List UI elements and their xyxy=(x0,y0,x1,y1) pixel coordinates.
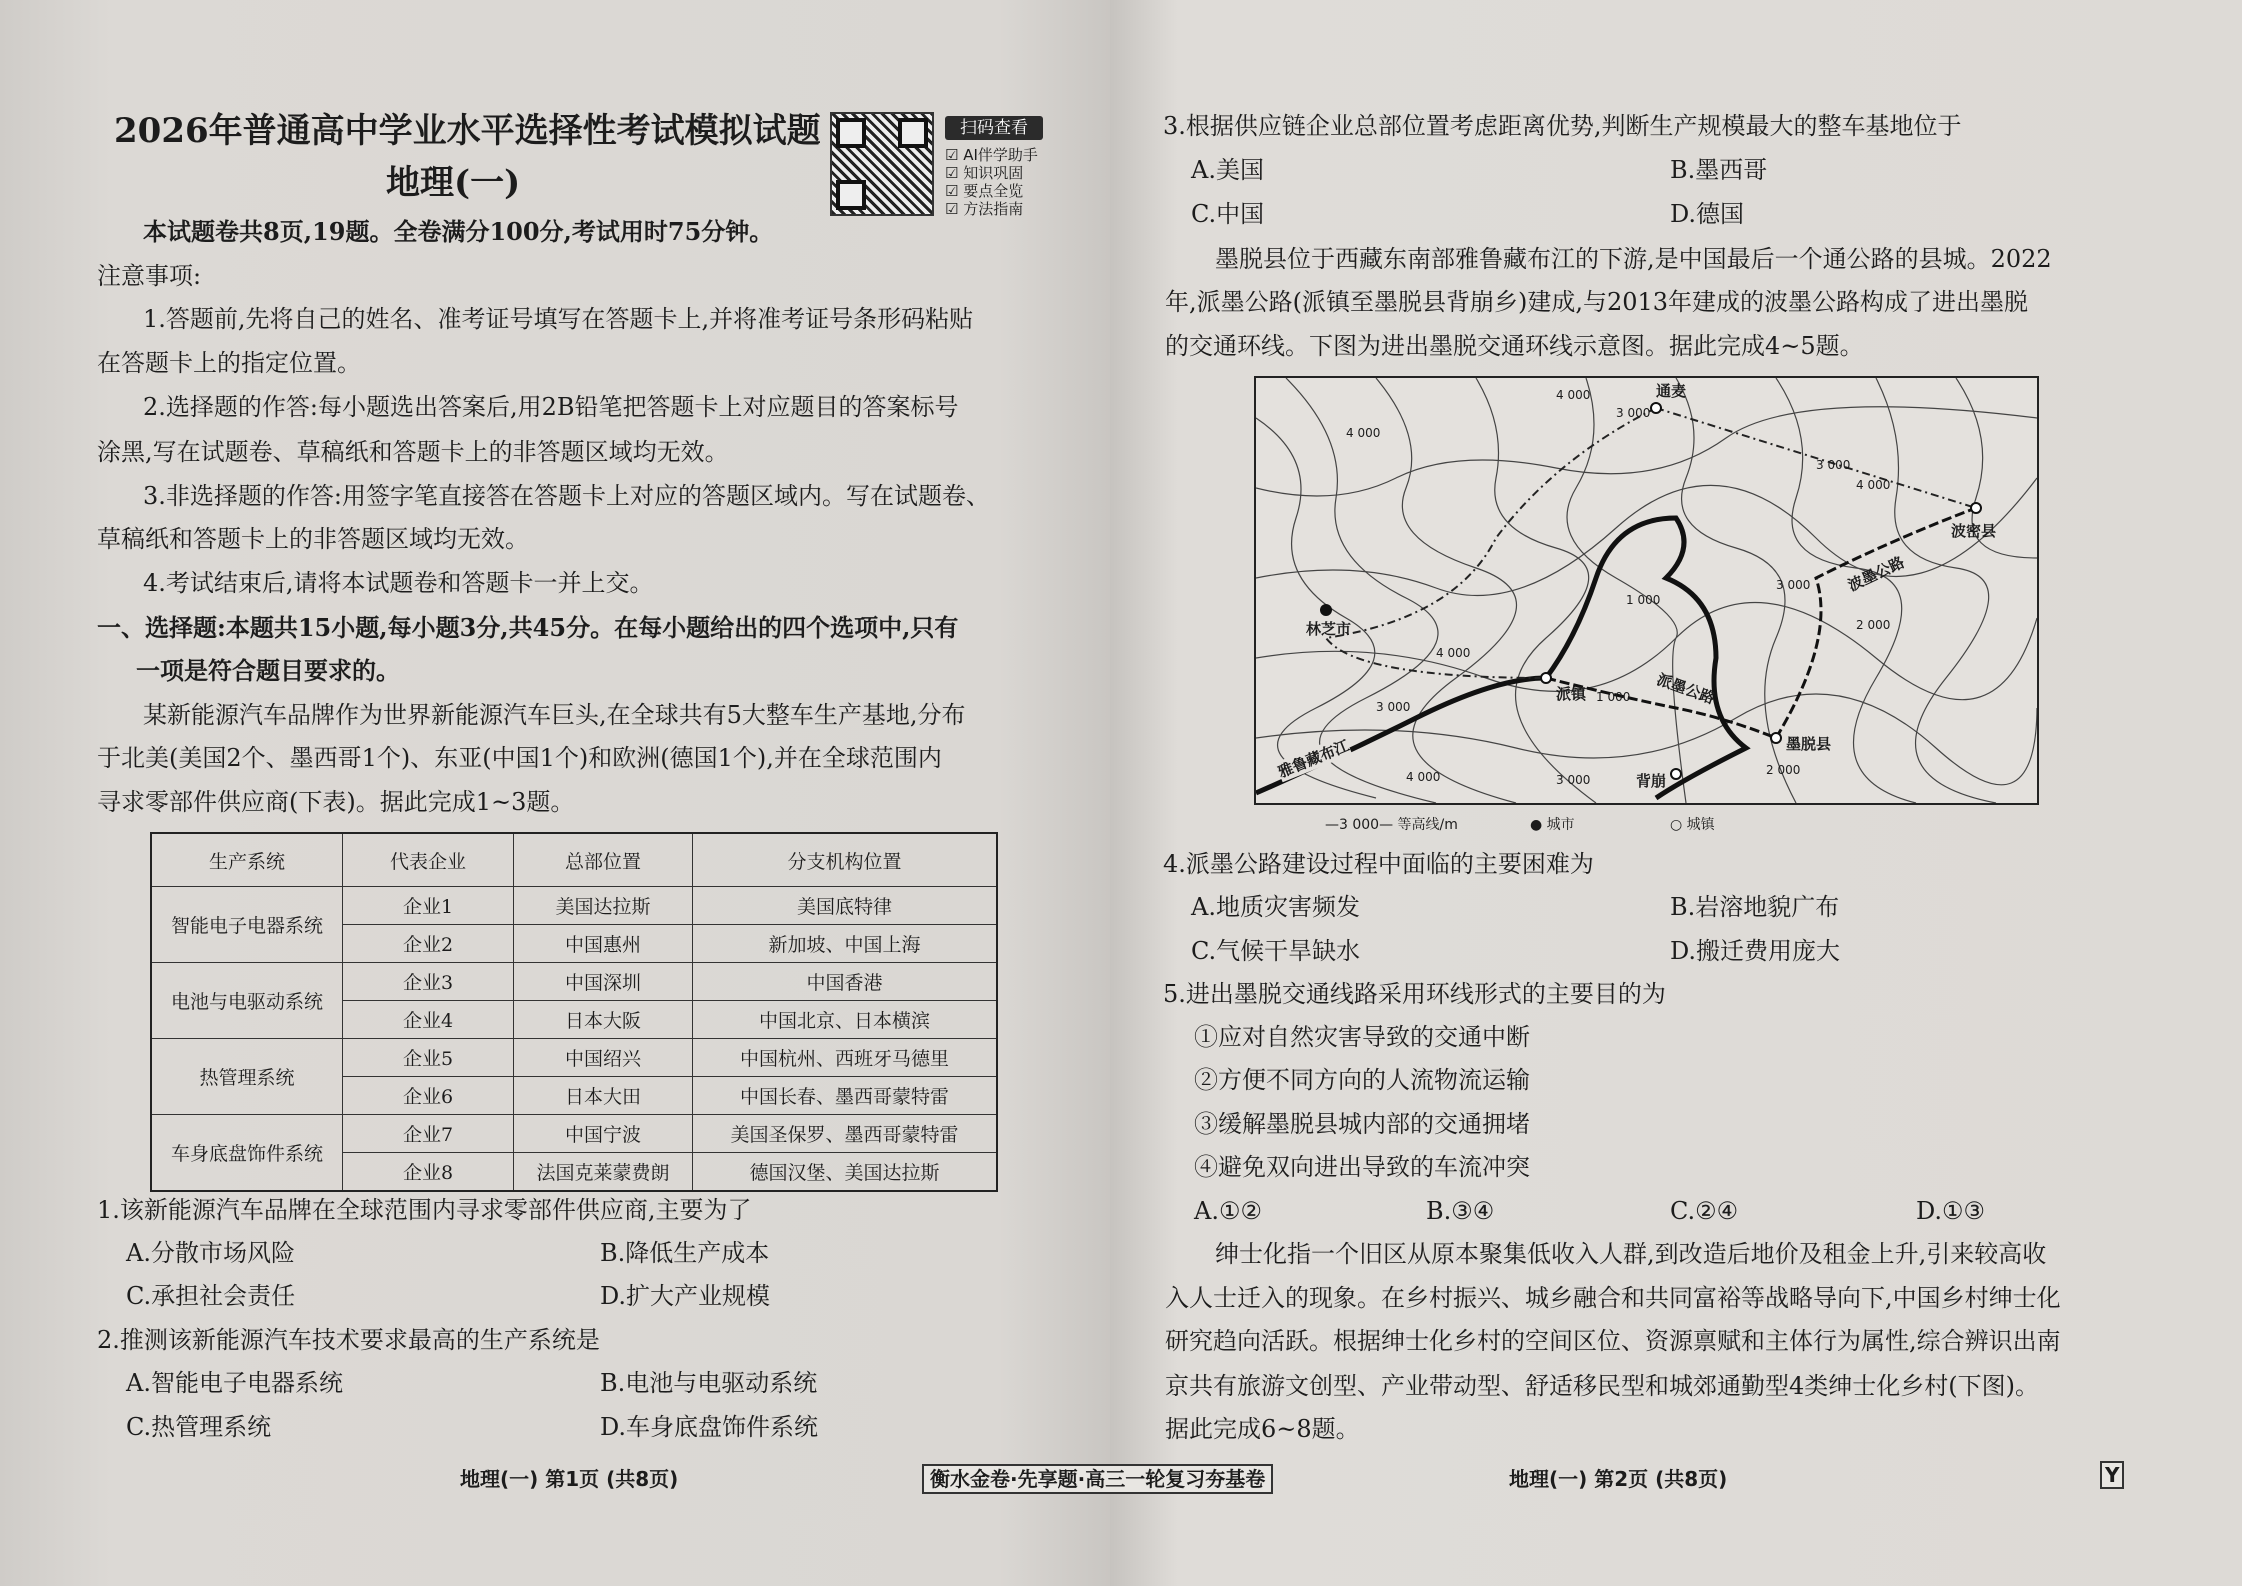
label-river: 雅鲁藏布江 xyxy=(1275,736,1352,782)
contour-value: 1 000 xyxy=(1626,593,1661,607)
statement-item: ②方便不同方向的人流物流运输 xyxy=(1194,1066,1530,1094)
label-linzhi: 林芝市 xyxy=(1306,620,1352,638)
passage-line: 寻求零部件供应商(下表)。据此完成1~3题。 xyxy=(97,788,575,816)
label-paizhen: 派镇 xyxy=(1556,685,1587,703)
feature-label: AI伴学助手 xyxy=(963,146,1038,164)
section-heading: 一、选择题:本题共15小题,每小题3分,共45分。在每小题给出的四个选项中,只有 xyxy=(97,613,959,642)
passage-line: 研究趋向活跃。根据绅士化乡村的空间区位、资源禀赋和主体行为属性,综合辨识出南 xyxy=(1165,1327,2061,1355)
header-cell: 分支机构位置 xyxy=(693,833,998,887)
cell: 美国达拉斯 xyxy=(514,887,693,925)
contour-value: 4 000 xyxy=(1856,478,1891,492)
cell: 日本大田 xyxy=(514,1077,693,1115)
question-1: 1.该新能源汽车品牌在全球范围内寻求零部件供应商,主要为了 xyxy=(97,1196,752,1224)
cell: 中国北京、日本横滨 xyxy=(693,1001,998,1039)
header-cell: 生产系统 xyxy=(151,833,343,887)
table-header xyxy=(151,833,997,887)
header-cell: 总部位置 xyxy=(514,833,693,887)
group-cell: 车身底盘饰件系统 xyxy=(151,1115,343,1192)
cell: 新加坡、中国上海 xyxy=(693,925,998,963)
exam-intro: 本试题卷共8页,19题。全卷满分100分,考试用时75分钟。 xyxy=(143,217,774,246)
table-row xyxy=(151,887,997,925)
contour-lines xyxy=(1256,378,2037,803)
statement-item: ③缓解墨脱县城内部的交通拥堵 xyxy=(1194,1110,1530,1138)
legend-town xyxy=(1670,814,1715,834)
group-cell: 电池与电驱动系统 xyxy=(151,963,343,1039)
series-footer xyxy=(922,1463,1273,1492)
cell: 德国汉堡、美国达拉斯 xyxy=(693,1153,998,1192)
contour-value: 3 000 xyxy=(1816,458,1851,472)
statement-item: ①应对自然灾害导致的交通中断 xyxy=(1194,1023,1530,1051)
contour-value: 4 000 xyxy=(1406,770,1441,784)
note-line: 在答题卡上的指定位置。 xyxy=(97,349,361,377)
option-c[interactable]: C.气候干旱缺水 xyxy=(1191,937,1361,965)
option-a[interactable]: A.美国 xyxy=(1191,156,1264,184)
version-label: Y xyxy=(2100,1461,2124,1489)
city-dot-icon: ● xyxy=(1530,817,1543,833)
page-footer-right: 地理(一) 第2页 (共8页) xyxy=(1509,1467,1728,1491)
statement-item: ④避免双向进出导致的车流冲突 xyxy=(1194,1153,1530,1181)
note-line: 涂黑,写在试题卷、草稿纸和答题卡上的非答题区域均无效。 xyxy=(97,438,729,466)
label-bomo-road: 波墨公路 xyxy=(1845,553,1908,595)
label-beibeng: 背崩 xyxy=(1636,772,1667,790)
option-c[interactable]: C.②④ xyxy=(1670,1197,1739,1225)
cell: 企业6 xyxy=(343,1077,514,1115)
scan-button[interactable]: 扫码查看 xyxy=(945,116,1043,140)
option-d[interactable]: D.德国 xyxy=(1670,200,1745,228)
question-2: 2.推测该新能源汽车技术要求最高的生产系统是 xyxy=(97,1326,600,1354)
version-mark xyxy=(2100,1463,2124,1487)
qr-code[interactable] xyxy=(830,112,934,216)
cell: 中国杭州、西班牙马德里 xyxy=(693,1039,998,1077)
passage-line: 某新能源汽车品牌作为世界新能源汽车巨头,在全球共有5大整车生产基地,分布 xyxy=(143,701,966,729)
supplier-table xyxy=(150,832,998,1192)
cell: 中国惠州 xyxy=(514,925,693,963)
option-d[interactable]: D.搬迁费用庞大 xyxy=(1670,937,1841,965)
option-c[interactable]: C.中国 xyxy=(1191,200,1265,228)
note-line: 草稿纸和答题卡上的非答题区域均无效。 xyxy=(97,525,529,553)
passage-line: 据此完成6~8题。 xyxy=(1165,1415,1360,1443)
passage-line: 于北美(美国2个、墨西哥1个)、东亚(中国1个)和欧洲(德国1个),并在全球范围内 xyxy=(97,744,942,772)
passage-line: 入人士迁入的现象。在乡村振兴、城乡融合和共同富裕等战略导向下,中国乡村绅士化 xyxy=(1165,1284,2061,1312)
cell: 中国宁波 xyxy=(514,1115,693,1153)
cell: 企业8 xyxy=(343,1153,514,1192)
label-tongmai: 通麦 xyxy=(1656,382,1687,400)
group-cell: 热管理系统 xyxy=(151,1039,343,1115)
option-d[interactable]: D.①③ xyxy=(1916,1197,1986,1225)
legend-label: 城镇 xyxy=(1686,817,1715,833)
cell: 企业7 xyxy=(343,1115,514,1153)
left-page xyxy=(0,0,1110,1586)
cell: 企业1 xyxy=(343,887,514,925)
cell: 日本大阪 xyxy=(514,1001,693,1039)
feature-label: 要点全览 xyxy=(963,182,1024,200)
contour-value: 4 000 xyxy=(1436,646,1471,660)
legend-label: 城市 xyxy=(1546,817,1575,833)
legend-contour: —3 000— 等高线/m xyxy=(1325,817,1458,833)
group-cell: 智能电子电器系统 xyxy=(151,887,343,963)
passage-line: 京共有旅游文创型、产业带动型、舒适移民型和城郊通勤型4类绅士化乡村(下图)。 xyxy=(1165,1372,2039,1400)
contour-value: 1 000 xyxy=(1596,690,1631,704)
cell: 美国底特律 xyxy=(693,887,998,925)
option-b[interactable]: B.电池与电驱动系统 xyxy=(600,1369,818,1397)
feature-label: 方法指南 xyxy=(963,200,1024,218)
passage-line: 的交通环线。下图为进出墨脱交通环线示意图。据此完成4~5题。 xyxy=(1165,332,1864,360)
option-b[interactable]: B.墨西哥 xyxy=(1670,156,1768,184)
option-d[interactable]: D.扩大产业规模 xyxy=(600,1282,771,1310)
passage-line: 绅士化指一个旧区从原本聚集低收入人群,到改造后地价及租金上升,引来较高收 xyxy=(1215,1240,2047,1268)
qr-feature: ☑ 方法指南 xyxy=(945,200,1024,218)
cell: 中国绍兴 xyxy=(514,1039,693,1077)
table-row xyxy=(151,1115,997,1153)
contour-value: 3 000 xyxy=(1616,406,1651,420)
contour-value: 3 000 xyxy=(1376,700,1411,714)
label-paimo-road: 派墨公路 xyxy=(1654,670,1718,708)
note-line: 3.非选择题的作答:用签字笔直接答在答题卡上对应的答题区域内。写在试题卷、 xyxy=(143,482,990,510)
passage-line: 年,派墨公路(派镇至墨脱县背崩乡)建成,与2013年建成的波墨公路构成了进出墨脱 xyxy=(1165,288,2029,316)
option-a[interactable]: A.分散市场风险 xyxy=(126,1239,295,1267)
option-d[interactable]: D.车身底盘饰件系统 xyxy=(600,1413,819,1441)
label-motuo: 墨脱县 xyxy=(1786,735,1832,753)
table-row xyxy=(151,963,997,1001)
label-bomi: 波密县 xyxy=(1951,522,1997,540)
contour-value: 4 000 xyxy=(1346,426,1381,440)
cell: 中国香港 xyxy=(693,963,998,1001)
series-label: 衡水金卷·先享题·高三一轮复习夯基卷 xyxy=(922,1464,1273,1494)
qr-feature: ☑ 要点全览 xyxy=(945,182,1024,200)
qr-feature: ☑ 知识巩固 xyxy=(945,164,1024,182)
exam-title: 2026年普通高中学业水平选择性考试模拟试题 xyxy=(114,111,821,151)
page-footer-left: 地理(一) 第1页 (共8页) xyxy=(460,1467,679,1491)
option-c[interactable]: C.承担社会责任 xyxy=(126,1282,296,1310)
cell: 企业4 xyxy=(343,1001,514,1039)
question-4: 4.派墨公路建设过程中面临的主要困难为 xyxy=(1163,850,1594,878)
town-circle-icon: ○ xyxy=(1670,817,1683,833)
table-row xyxy=(151,1039,997,1077)
cell: 中国深圳 xyxy=(514,963,693,1001)
option-a[interactable]: A.智能电子电器系统 xyxy=(126,1369,343,1397)
feature-label: 知识巩固 xyxy=(963,164,1024,182)
note-line: 1.答题前,先将自己的姓名、准考证号填写在答题卡上,并将准考证号条形码粘贴 xyxy=(143,305,974,333)
note-line: 2.选择题的作答:每小题选出答案后,用2B铅笔把答题卡上对应题目的答案标号 xyxy=(143,393,959,421)
section-heading: 一项是符合题目要求的。 xyxy=(136,656,400,685)
note-line: 4.考试结束后,请将本试题卷和答题卡一并上交。 xyxy=(143,569,654,597)
option-b[interactable]: B.岩溶地貌广布 xyxy=(1670,893,1840,921)
notes-heading: 注意事项: xyxy=(97,262,202,290)
cell: 企业3 xyxy=(343,963,514,1001)
motuo-transport-map xyxy=(1254,376,2039,805)
cell: 法国克莱蒙费朗 xyxy=(514,1153,693,1192)
cell: 美国圣保罗、墨西哥蒙特雷 xyxy=(693,1115,998,1153)
option-b[interactable]: B.降低生产成本 xyxy=(600,1239,770,1267)
option-c[interactable]: C.热管理系统 xyxy=(126,1413,272,1441)
option-a[interactable]: A.地质灾害频发 xyxy=(1191,893,1360,921)
question-5: 5.进出墨脱交通线路采用环线形式的主要目的为 xyxy=(1163,980,1666,1008)
legend-city xyxy=(1530,814,1575,834)
cell: 企业5 xyxy=(343,1039,514,1077)
contour-value: 2 000 xyxy=(1766,763,1801,777)
cell: 中国长春、墨西哥蒙特雷 xyxy=(693,1077,998,1115)
option-a[interactable]: A.①② xyxy=(1194,1197,1262,1225)
qr-feature: ☑ AI伴学助手 xyxy=(945,146,1038,164)
option-b[interactable]: B.③④ xyxy=(1426,1197,1495,1225)
passage-line: 墨脱县位于西藏东南部雅鲁藏布江的下游,是中国最后一个通公路的县城。2022 xyxy=(1215,245,2052,273)
question-3: 3.根据供应链企业总部位置考虑距离优势,判断生产规模最大的整车基地位于 xyxy=(1163,112,1962,140)
contour-value: 3 000 xyxy=(1776,578,1811,592)
contour-value: 3 000 xyxy=(1556,773,1591,787)
contour-value: 2 000 xyxy=(1856,618,1891,632)
contour-value: 4 000 xyxy=(1556,388,1591,402)
cell: 企业2 xyxy=(343,925,514,963)
header-cell: 代表企业 xyxy=(343,833,514,887)
exam-subtitle: 地理(一) xyxy=(386,163,521,203)
